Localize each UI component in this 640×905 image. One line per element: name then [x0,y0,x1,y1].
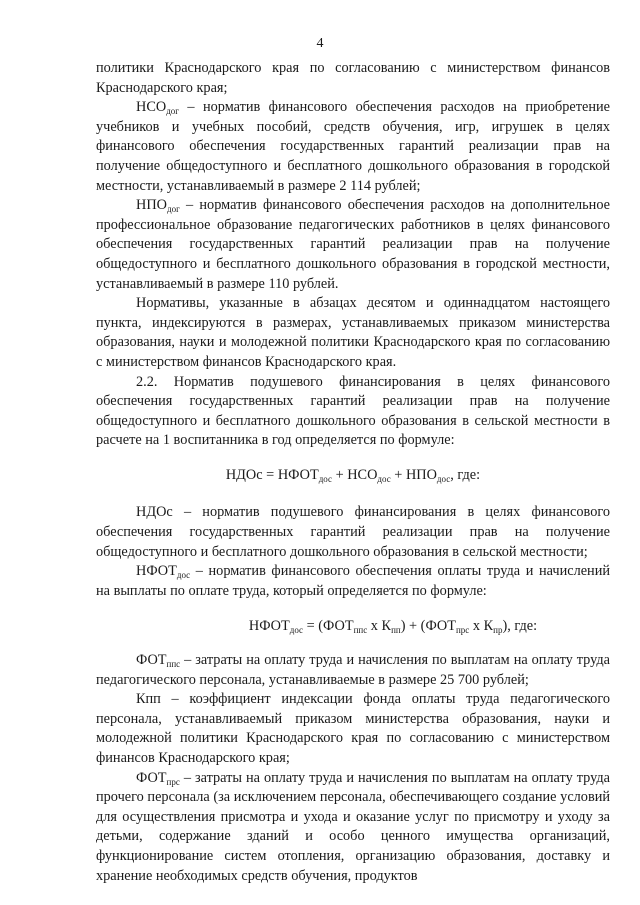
paragraph [96,98,610,196]
term: НСО [136,99,167,116]
paragraph-text: НДОс – норматив подушевого финансирования в целях финансового обеспечения государственных гарантий реализации прав на получение общедоступного и бесплатного дошкольного образования в сельской местности; [96,504,610,560]
term-subscript: прс [166,776,180,787]
formula-part: НСО [347,466,378,483]
document-body [96,59,610,886]
term: НПО [136,197,167,214]
formula-part: х К [367,618,392,635]
paragraph-text: – норматив финансового обеспечения оплаты труда и начислений на выплаты по оплате труда, который определяется по формуле: [96,563,610,599]
formula-part: = ( [303,618,324,635]
term-subscript: дос [176,570,191,581]
formula-part: ), где: [502,618,538,635]
formula-ndos [96,466,610,486]
formula-subscript: дос [377,473,391,484]
term: НФОТ [136,563,177,580]
paragraph [96,294,610,372]
paragraph [96,59,610,98]
paragraph-text: – норматив финансового обеспечения расходов на дополнительное профессиональное образование педагогических работников в целях финансового обеспечения государственных гарантий реализации прав на получение общедоступного и бесплатного дошкольного образования в городской местности, устанавливаемый в размере 110 рублей. [96,197,610,292]
formula-part: НПО [405,466,437,483]
term: ФОТ [136,652,167,669]
formula-part: + [390,466,406,483]
formula-part: , где: [450,466,481,483]
formula-part: НДОс = [225,466,278,483]
paragraph-text: Кпп – коэффициент индексации фонда оплаты труда педагогического персонала, устанавливаемый приказом министерства образования, науки и молодежной политики Краснодарского края по согласованию с министерством финансов Краснодарского края; [96,691,610,766]
formula-subscript: пп [391,625,401,636]
formula-subscript: ппс [353,625,368,636]
paragraph [96,196,610,294]
paragraph [96,562,610,601]
paragraph [96,769,610,887]
formula-part: + [332,466,348,483]
term-subscript: дог [166,204,180,215]
formula-part: х К [469,618,494,635]
page-number: 4 [316,36,324,51]
paragraph-text: – затраты на оплату труда и начисления по выплатам на оплату труда прочего персонала (за исключением персонала, обеспечивающего создание условий для осуществления присмотра и ухода и оказание услуг по присмотру и уходу за детьми, содержание зданий и особо ценного имущества организаций, функционирование систем отопления, организацию образования, доставку и хранение необходимых средств обучения, продуктов [96,769,610,884]
term-subscript: ппс [166,659,181,670]
formula-subscript: дос [318,473,332,484]
formula-part: ФОТ [323,618,354,635]
paragraph-text: 2.2. Норматив подушевого финансирования в целях финансового обеспечения государственных гарантий реализации прав на получение общедоступного и бесплатного дошкольного образования в сельской местности в расчете на 1 воспитанника в год определяется по формуле: [96,373,610,449]
paragraph [96,651,610,690]
paragraph-text: – норматив финансового обеспечения расходов на приобретение учебников и учебных пособий, средств обучения, игр, игрушек в целях финансового обеспечения государственных гарантий реализации прав на получение общедоступного и бесплатного дошкольного образования в городской местности, устанавливаемый в размере 2 114 рублей; [96,99,610,194]
term: ФОТ [136,769,167,786]
formula-subscript: прс [455,625,470,636]
formula-nfot [96,617,610,637]
paragraph-text: Нормативы, указанные в абзацах десятом и одиннадцатом настоящего пункта, индексируются в размерах, устанавливаемых приказом министерства образования, науки и молодежной политики Краснодарского края по согласованию с министерством финансов Краснодарского края. [96,295,610,370]
formula-subscript: дос [436,473,451,484]
formula-subscript: дос [289,625,304,636]
paragraph [96,690,610,768]
term-subscript: дог [166,106,179,117]
formula-part: НФОТ [248,618,290,635]
formula-part: ) + ( [400,618,426,635]
formula-subscript: пр [493,625,503,636]
formula-part: НФОТ [277,466,319,483]
formula-part: ФОТ [425,618,456,635]
paragraph [96,503,610,562]
paragraph-text: – затраты на оплату труда и начисления по выплатам на оплату труда педагогического персонала, устанавливаемые в размере 25 700 рублей; [96,652,610,688]
paragraph-text: политики Краснодарского края по согласованию с министерством финансов Краснодарского края; [96,60,610,96]
paragraph [96,373,610,451]
